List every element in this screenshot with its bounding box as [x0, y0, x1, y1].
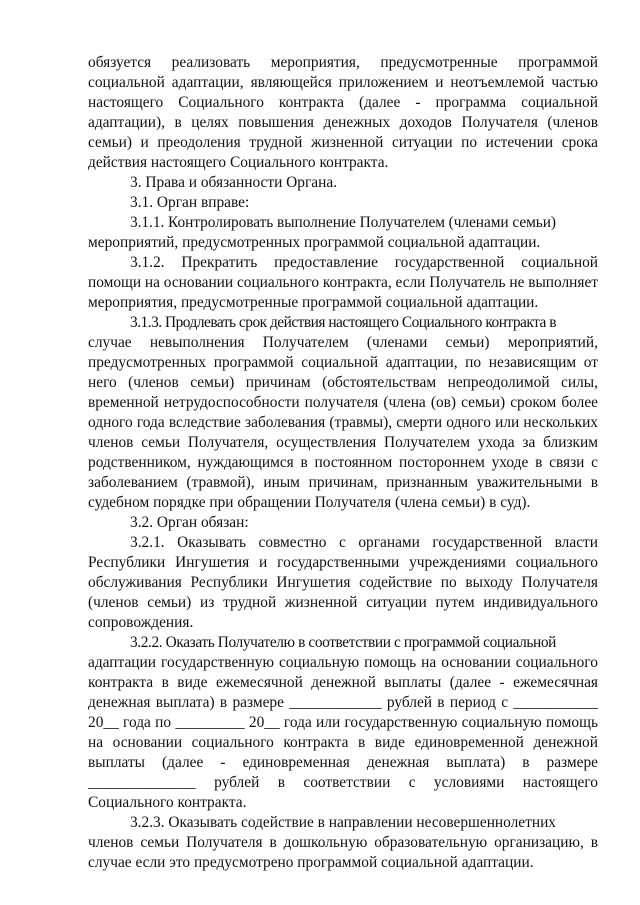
text-line: помощи на основании социального контракта, если Получатель не выполняет: [88, 274, 598, 291]
text-line: судебном порядке при обращении Получателя (члена семьи) в суд).: [88, 494, 531, 511]
text-line: настоящего Социального контракта (далее - программа социальной: [88, 94, 598, 111]
text-line: социальной адаптации, являющейся приложением и неотъемлемой частью: [88, 74, 598, 91]
text-line: выплаты (далее - единовременная денежная выплата) в размере: [88, 754, 598, 771]
text-line: случае невыполнения Получателем (членами семьи) мероприятий,: [88, 334, 598, 351]
text-line: родственником, нуждающимся в постоянном постороннем уходе в связи с: [88, 454, 598, 471]
text-line: членов семьи Получателя в дошкольную образовательную организацию, в: [88, 834, 598, 851]
text-line: действия настоящего Социального контракта.: [88, 154, 389, 171]
text-line: мероприятий, предусмотренных программой социальной адаптации.: [88, 234, 541, 251]
text-line: 3.1.2. Прекратить предоставление государственной социальной: [130, 254, 598, 271]
text-line: ______________ рублей в соответствии с условиями настоящего: [88, 774, 598, 791]
text-line: 3.1. Орган вправе:: [130, 194, 250, 211]
text-line: мероприятия, предусмотренные программой социальной адаптации.: [88, 294, 539, 311]
text-line: заболеванием (травмой), иным причинам, признанным уважительными в: [88, 474, 598, 491]
text-line: временной нетрудоспособности получателя (члена (ов) семьи) сроком более: [88, 394, 598, 411]
text-line: сопровождения.: [88, 614, 194, 631]
text-line: 3.1.1. Контролировать выполнение Получателем (членами семьи): [130, 214, 556, 231]
text-line: 3.2.2. Оказать Получателю в соответствии с программой социальной: [130, 634, 556, 651]
text-line: 3. Права и обязанности Органа.: [130, 174, 338, 191]
text-line: 3.2.3. Оказывать содействие в направлении несовершеннолетних: [130, 814, 556, 831]
text-line: Социального контракта.: [88, 794, 247, 811]
document-body: [88, 53, 598, 873]
text-line: членов семьи Получателя, осуществления Получателем ухода за близким: [88, 434, 598, 451]
text-line: предусмотренных программой социальной адаптации, по независящим от: [88, 354, 598, 371]
text-line: 3.2.1. Оказывать совместно с органами государственной власти: [130, 534, 598, 551]
text-line: обязуется реализовать мероприятия, предусмотренные программой: [88, 54, 598, 71]
text-line: семьи) и преодоления трудной жизненной ситуации по истечении срока: [88, 134, 598, 151]
text-line: него (членов семьи) причинам (обстоятельствам непреодолимой силы,: [88, 374, 598, 391]
text-line: обслуживания Республики Ингушетия содействие по выходу Получателя: [88, 574, 598, 591]
text-line: случае если это предусмотрено программой социальной адаптации.: [88, 854, 534, 871]
text-line: 3.1.3. Продлевать срок действия настоящего Социального контракта в: [130, 314, 556, 331]
text-line: (членов семьи) из трудной жизненной ситуации путем индивидуального: [88, 594, 598, 611]
text-line: одного года вследствие заболевания (травмы), смерти одного или нескольких: [88, 414, 598, 431]
text-line: денежная выплата) в размере ____________ рублей в период с ___________: [88, 694, 598, 711]
text-line: контракта в виде ежемесячной денежной выплаты (далее - ежемесячная: [88, 674, 598, 691]
text-line: Республики Ингушетия и государственными учреждениями социального: [88, 554, 598, 571]
text-line: адаптации государственную социальную помощь на основании социального: [88, 654, 598, 671]
text-line: адаптации), в целях повышения денежных доходов Получателя (членов: [88, 114, 598, 131]
text-line: 20__ года по _________ 20__ года или государственную социальную помощь: [88, 714, 598, 731]
text-line: на основании социального контракта в виде единовременной денежной: [88, 734, 598, 751]
text-line: 3.2. Орган обязан:: [130, 514, 249, 531]
